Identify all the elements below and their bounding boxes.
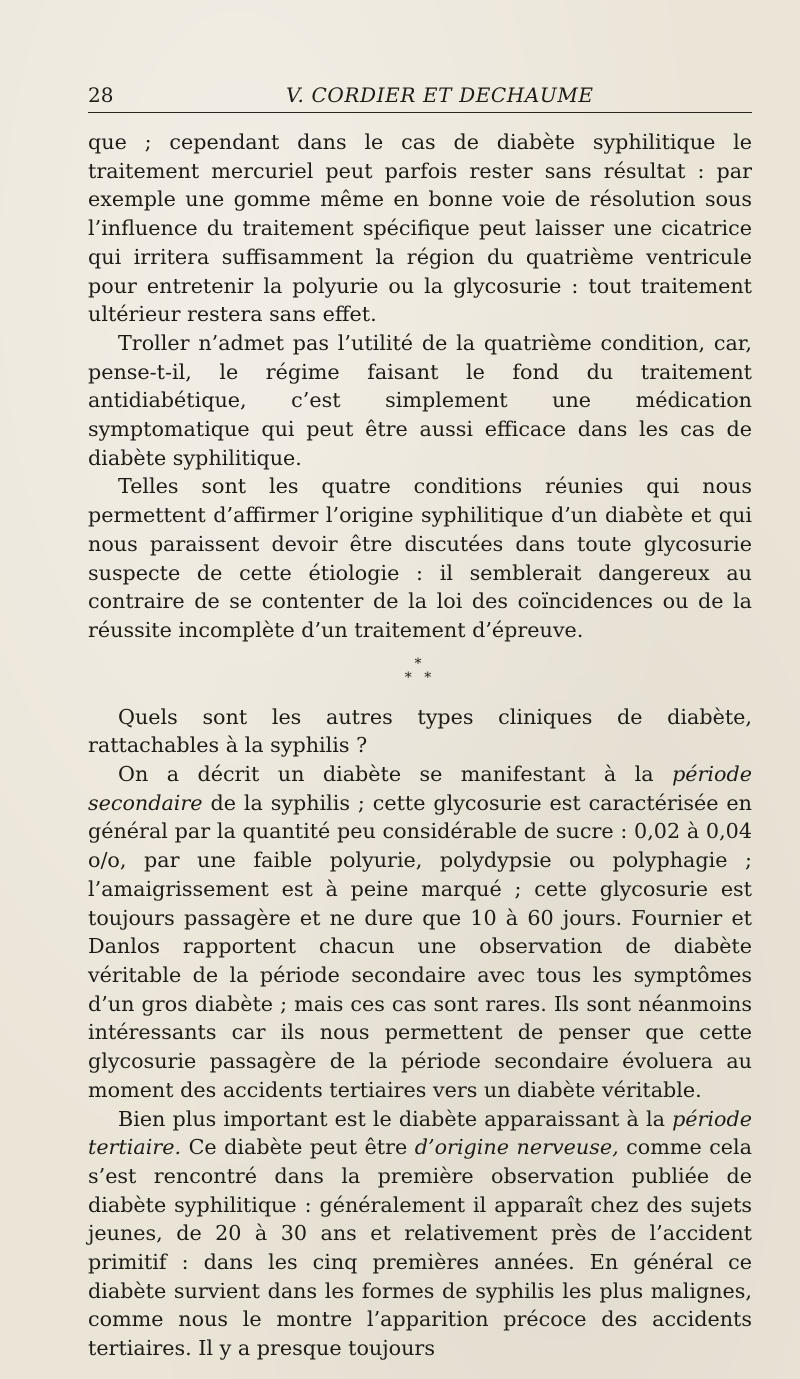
page-number: 28: [88, 83, 114, 107]
paragraph-5-text-c: de la syphilis ; cette glycosurie est caractérisée en général par la quantité peu considérable de sucre : 0,02 à 0,04 o/o, par une faible polyurie, polydypsie ou polyphagie ; l’amaigrissement est à peine marqué ; cette glycosurie est toujours passagère et ne dure que 10 à 60 jours. Fournier et Danlos rapportent chacun une observation de diabète véritable de la période secondaire avec tous les symptômes d’un gros diabète ; mais ces cas sont rares. Ils sont néanmoins intéressants car ils nous permettent de penser que cette glycosurie passagère de la période secondaire évoluera au moment des accidents tertiaires vers un diabète véritable.: [88, 790, 752, 1102]
asterism-bottom: * *: [404, 669, 436, 686]
body-text: [88, 128, 752, 1363]
page-header: [88, 78, 752, 113]
section-break-asterism: [88, 657, 752, 685]
paragraph-6-text-c: Ce diabète peut être: [181, 1135, 415, 1160]
paragraph-4: Quels sont les autres types cliniques de diabète, rattachables à la syphilis ?: [88, 704, 752, 758]
asterism-top: *: [414, 655, 426, 672]
paragraph-6: [88, 1105, 752, 1363]
paragraph-5-emphasis: période secondaire: [88, 762, 752, 815]
paragraph-6-text-a: Bien plus important est le diabète apparaissant à la: [118, 1106, 673, 1131]
paragraph-6-text-e: comme cela s’est rencontré dans la première observation publiée de diabète syphilitique : généralement il apparaît chez des sujets jeunes, de 20 à 30 ans et relativement près de l’accident primitif : dans les cinq premières années. En général ce diabète survient dans les formes de syphilis les plus malignes, comme nous le montre l’apparition précoce des accidents tertiaires. Il y a presque toujours: [88, 1135, 752, 1361]
paragraph-2: Troller n’admet pas l’utilité de la quatrième condition, car, pense-t-il, le régime faisant le fond du traitement antidiabétique, c’est simplement une médication symptomatique qui peut être aussi efficace dans les cas de diabète syphilitique.: [88, 330, 752, 470]
running-title: V. CORDIER ET DECHAUME: [286, 83, 594, 107]
paragraph-3: Telles sont les quatre conditions réunies qui nous permettent d’affirmer l’origine syphilitique d’un diabète et qui nous paraissent devoir être discutées dans toute glycosurie suspecte de cette étiologie : il semblerait dangereux au contraire de se contenter de la loi des coïncidences ou de la réussite incomplète d’un traitement d’épreuve.: [88, 474, 752, 642]
paragraph-6-emphasis-2: d’origine nerveuse,: [414, 1135, 619, 1160]
paragraph-6-emphasis-1: période tertiaire.: [88, 1106, 752, 1160]
paragraph-5-text-a: On a décrit un diabète se manifestant à la: [118, 762, 673, 787]
paragraph-1: que ; cependant dans le cas de diabète syphilitique le traitement mercuriel peut parfois rester sans résultat : par exemple une gomme même en bonne voie de résolution sous l’influence du traitement spécifique peut laisser une cicatrice qui irritera suffisamment la région du quatrième ventricule pour entretenir la polyurie ou la glycosurie : tout traitement ultérieur restera sans effet.: [88, 130, 752, 327]
paragraph-5: [88, 760, 752, 1104]
